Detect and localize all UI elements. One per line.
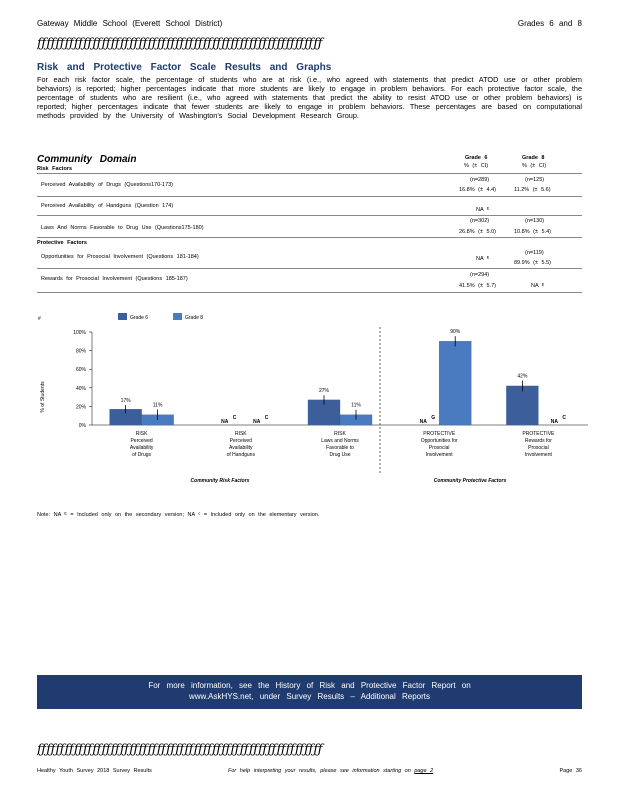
- table-rule: [37, 173, 582, 174]
- x-category-label: Laws and Norms: [321, 438, 359, 444]
- x-category-label: of Drugs: [132, 452, 152, 458]
- x-category-label: PROTECTIVE: [522, 431, 555, 437]
- grades-label: Grades 6 and 8: [517, 19, 582, 28]
- row-v6: 16.8% (± 4.4): [459, 187, 496, 193]
- row-v8: NA ᴱ: [531, 283, 545, 289]
- data-label: 11%: [152, 402, 163, 409]
- row-v8: 10.8% (± 5.4): [514, 229, 551, 235]
- na-label: NA: [253, 419, 261, 425]
- x-category-label: Perceived: [229, 438, 252, 444]
- row-v8: 11.2% (± 5.6): [514, 187, 551, 193]
- group-label-risk: Community Risk Factors: [190, 478, 250, 484]
- more-info-box: [37, 675, 582, 709]
- table-rule: [37, 237, 582, 238]
- x-category-label: of Handguns: [226, 452, 255, 458]
- bar: [506, 386, 538, 425]
- na-label: NA: [419, 419, 427, 425]
- x-category-label: Favorable to: [326, 445, 354, 451]
- y-tick-label: 40%: [75, 385, 86, 392]
- col-grade6-header: Grade 6: [465, 155, 488, 161]
- na-superscript: C: [264, 415, 269, 421]
- footer-help-link[interactable]: page 2: [414, 768, 434, 774]
- domain-title: Community Domain: [37, 154, 137, 165]
- protective-factors-heading: Protective Factors: [37, 240, 87, 246]
- row-n6: (n=289): [470, 177, 490, 183]
- row-label: Perceived Availability of Handguns (Question 174): [41, 203, 174, 209]
- table-rule: [37, 215, 582, 216]
- x-category-label: RISK: [334, 431, 346, 437]
- footer-help-prefix: For help interpreting your results, please see information starting on: [228, 768, 411, 774]
- footer-page-number: Page 36: [559, 768, 582, 774]
- x-category-label: RISK: [135, 431, 148, 437]
- table-rule: [37, 196, 582, 197]
- factor-bar-chart: [30, 305, 590, 490]
- na-label: NA: [221, 419, 229, 425]
- more-info-line1: For more information, see the History of Risk and Protective Factor Report on: [148, 681, 471, 690]
- row-n8: (n=130): [525, 218, 545, 224]
- intro-paragraph: For each risk factor scale, the percentage of students who are at risk (i.e., who agreed with statements that predict ATOD use or other problem behaviors) is reported; higher percentages indicate that more students are likely to engage in problem behaviors. For each protective factor scale, the percentage of students who are resilient (i.e., who agreed with statements that predict the ability to resist ATOD use or other problem behaviors) is reported; higher percentages indicate that fewer students are likely to engage in problem behaviors. These percentages are based on computational methods provided by the University of Washington's Social Development Research Group.: [37, 75, 582, 120]
- x-category-label: Prosocial: [528, 445, 549, 451]
- risk-factors-heading: Risk Factors: [37, 166, 73, 172]
- more-info-line2[interactable]: www.AskHYS.net, under Survey Results – Additional Reports: [189, 692, 430, 701]
- table-rule: [37, 268, 582, 269]
- y-axis-label: % of Students: [40, 381, 46, 413]
- bar: [439, 341, 471, 425]
- row-n6: (n=294): [470, 272, 490, 278]
- decorative-divider-top: ƒƒƒƒƒƒƒƒƒƒƒƒƒƒƒƒƒƒƒƒƒƒƒƒƒƒƒƒƒƒƒƒƒƒƒƒƒƒƒƒƒƒƒƒƒƒƒƒƒƒƒƒƒƒƒƒƒƒƒƒƒƒ: [37, 36, 323, 51]
- section-title: Risk and Protective Factor Scale Results and Graphs: [37, 62, 332, 73]
- row-v6: 26.8% (± 5.0): [459, 229, 496, 235]
- school-name: Gateway Middle School (Everett School District): [37, 19, 223, 28]
- x-category-label: Rewards for: [524, 438, 552, 444]
- row-v6: NA ᴱ: [476, 207, 490, 213]
- footer-help-text: [228, 768, 433, 774]
- y-tick-label: 0%: [78, 423, 86, 429]
- y-tick-label: 100%: [73, 330, 86, 336]
- table-rule: [37, 292, 582, 293]
- decorative-divider-bottom: ƒƒƒƒƒƒƒƒƒƒƒƒƒƒƒƒƒƒƒƒƒƒƒƒƒƒƒƒƒƒƒƒƒƒƒƒƒƒƒƒƒƒƒƒƒƒƒƒƒƒƒƒƒƒƒƒƒƒƒƒƒƒ: [37, 742, 323, 757]
- data-label: 90%: [450, 329, 461, 336]
- x-category-label: PROTECTIVE: [423, 431, 456, 437]
- x-category-label: Involvement: [425, 452, 453, 458]
- row-n8: (n=119): [525, 250, 544, 256]
- legend-label-grade6: Grade 6: [130, 315, 149, 321]
- data-label: 11%: [351, 402, 361, 409]
- data-label: 27%: [318, 388, 330, 395]
- x-category-label: Prosocial: [428, 445, 450, 451]
- x-category-label: Drug Use: [329, 452, 351, 458]
- legend-label-grade8: Grade 8: [185, 315, 204, 321]
- col-grade8-sub: % (± CI): [522, 163, 547, 169]
- x-category-label: Availability: [229, 445, 253, 451]
- row-label: Perceived Availability of Drugs (Questions170-173): [41, 182, 174, 188]
- legend-swatch-grade8: [173, 313, 182, 320]
- x-category-label: Availability: [129, 445, 154, 451]
- row-n6: (n=302): [470, 218, 490, 224]
- na-superscript: C: [562, 415, 567, 421]
- row-label: Opportunities for Prosocial Involvement (Questions 181-184): [41, 254, 199, 260]
- y-tick-label: 60%: [75, 367, 86, 374]
- col-grade8-header: Grade 8: [522, 155, 545, 161]
- x-category-label: Involvement: [524, 452, 552, 458]
- data-label: 17%: [120, 398, 131, 405]
- row-v8: 89.9% (± 5.5): [514, 260, 551, 266]
- y-tick-label: 80%: [75, 348, 86, 355]
- na-superscript: G: [431, 415, 436, 421]
- na-superscript: C: [232, 415, 237, 421]
- x-category-label: RISK: [234, 431, 247, 437]
- row-v6: 41.5% (± 5.7): [459, 283, 496, 289]
- na-note: Note: NA ᴱ = Included only on the secondary version; NA ᶜ = Included only on the elementary version.: [37, 512, 320, 518]
- row-label: Laws And Norms Favorable to Drug Use (Questions175-180): [41, 225, 204, 231]
- data-label: 42%: [517, 373, 528, 380]
- col-grade6-sub: % (± CI): [464, 163, 489, 169]
- row-n8: (n=125): [525, 177, 545, 183]
- legend-marker: #: [38, 316, 41, 322]
- row-v6: NA ᴱ: [476, 256, 490, 262]
- row-label: Rewards for Prosocial Involvement (Questions 185-187): [41, 276, 188, 282]
- y-tick-label: 20%: [75, 404, 86, 411]
- x-category-label: Opportunities for: [420, 438, 458, 444]
- footer-survey-title: Healthy Youth Survey 2018 Survey Results: [37, 768, 152, 774]
- group-label-protective: Community Protective Factors: [433, 478, 507, 484]
- x-category-label: Perceived: [130, 438, 153, 444]
- na-label: NA: [550, 419, 559, 425]
- legend-swatch-grade6: [118, 313, 127, 320]
